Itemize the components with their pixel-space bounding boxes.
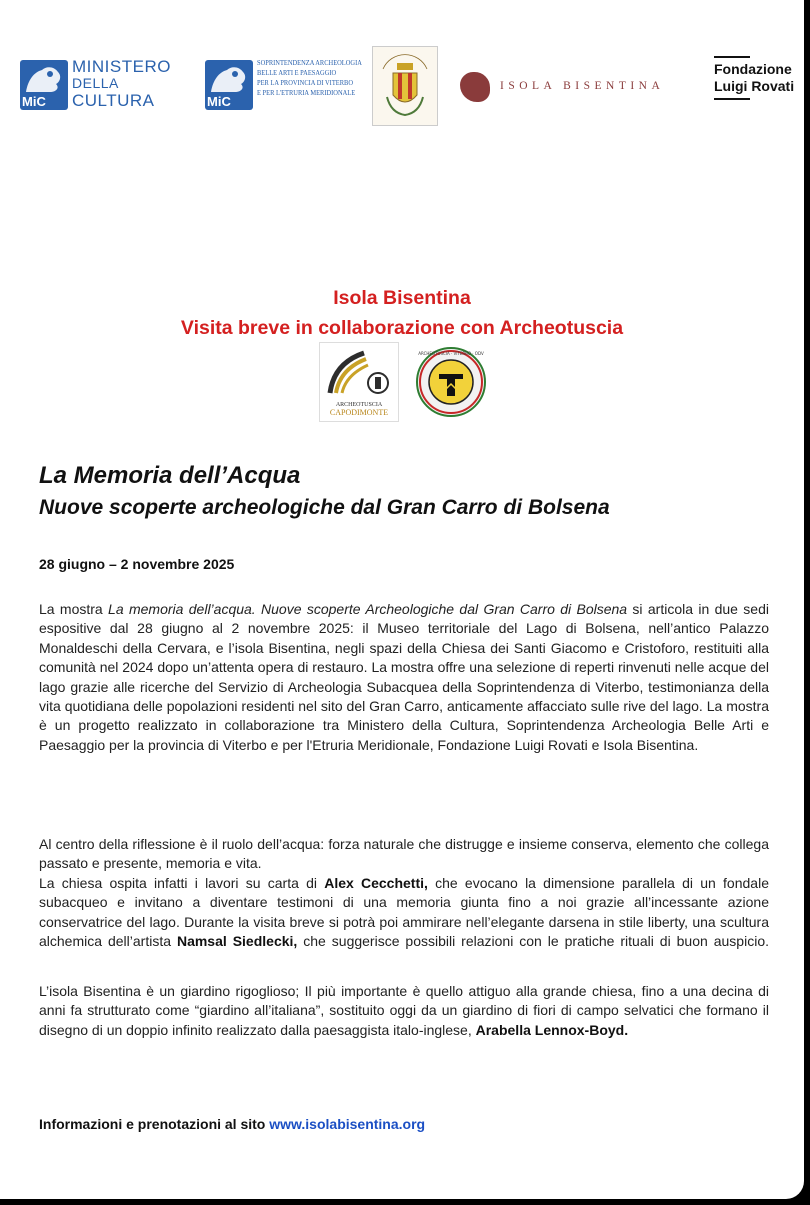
p2-text-3: che suggerisce possibili relazioni con le pratiche rituali di buon auspicio. [297,933,769,950]
p2-artist-2: Namsal Siedlecki, [176,933,298,950]
mic-line-2: DELLA [72,75,119,91]
bolsena-crest-logo [372,46,438,126]
rovati-line-1: Fondazione [714,61,792,77]
mic-line-3: CULTURA [72,91,155,110]
exhibition-dates: 28 giugno – 2 novembre 2025 [39,556,235,572]
paragraph-garden [39,982,769,1040]
p1-lead: La mostra [39,601,109,617]
archeotuscia-ring-text: ARCHEOTUSCIA · VITERBO · ODV [418,351,484,356]
p2-first: Al centro della riflessione è il ruolo dell’acqua: forza naturale che distrugge e insieme conserva, elemento che collega passato e presente, memoria e vita. [39,836,769,872]
rovati-line-2: Luigi Rovati [714,78,795,94]
partner-logos [319,342,497,422]
capodimonte-line-1: ARCHEOTUSCIA [335,402,383,408]
soprintendenza-logo [205,58,362,114]
title-subtitle: Nuove scoperte archeologiche dal Gran Carro di Bolsena [39,496,610,519]
mic-badge-text: MiC [22,94,46,109]
headline-line-2: Visita breve in collaborazione con Archeotuscia [180,317,624,339]
headline [0,283,804,343]
website-link[interactable]: www.isolabisentina.org [269,1116,426,1132]
mic-badge-icon [205,60,253,110]
bisentina-logo-text: ISOLA BISENTINA [500,80,665,92]
p2-text-2: che evocano la dimensione parallela di un fondale subacqueo e invitano a diventare testimoni di una memoria giunta fino a noi grazie all’incessante azione conservatrice del lago. Durante la visita breve si potrà poi ammirare nell’elegante darsena in stile liberty, una scultura alchemica dell’artista [39,874,769,950]
title-main: La Memoria dell’Acqua [39,462,301,489]
mic-badge-text: MiC [207,94,231,109]
mic-badge-icon [20,60,68,110]
exhibition-title [39,460,769,524]
sopr-line-3: PER LA PROVINCIA DI VITERBO [257,78,353,87]
info-label: Informazioni e prenotazioni al sito [39,1116,270,1132]
info-line [39,1116,425,1132]
sopr-line-1: SOPRINTENDENZA ARCHEOLOGIA [257,58,362,67]
p1-rest: si articola in due sedi espositive dal 28 giugno al 2 novembre 2025: il Museo territoriale del Lago di Bolsena, nell’antico Palazzo Monaldeschi della Cervara, e l’isola Bisentina, negli spazi della Chiesa dei Santi Giacomo e Cristoforo, restituiti alla comunità nel 2024 dopo un’attenta opera di restauro. La mostra offre una selezione di reperti rinvenuti nelle acque del lago grazie alle ricerche del Servizio di Archeologia Subacquea della Soprintendenza di Viterbo, testimonianza della vita quotidiana delle popolazioni residenti nel sito del Gran Carro, anticamente affacciato sulle rive del lago. La mostra è un progetto realizzato in collaborazione tra Ministero della Cultura, Soprintendenza Archeologia Belle Arti e Paesaggio per la provincia di Viterbo e per l'Etruria Meridionale, Fondazione Luigi Rovati e Isola Bisentina. [39,601,769,753]
p3-landscaper: Arabella Lennox-Boyd. [475,1021,629,1038]
sopr-line-2: BELLE ARTI E PAESAGGIO [257,68,337,77]
paragraph-water [39,835,769,951]
headline-line-1: Isola Bisentina [333,287,471,309]
p3-text: L’isola Bisentina è un giardino rigoglioso; Il più importante è quello attiguo alla grande chiesa, fino a una decina di anni fa strutturato come “giardino all’italiana”, sostituito oggi da un giardino di fiori di campo selvatici che formano il disegno di un doppio infinito realizzato dalla paesaggista italo-inglese, [39,983,769,1038]
archeotuscia-viterbo-logo [415,346,487,418]
fondazione-rovati-logo [714,56,804,112]
p1-italic-title: La memoria dell’acqua. Nuove scoperte Archeologiche dal Gran Carro di Bolsena [108,601,628,617]
bisentina-mark-icon [460,72,490,102]
mic-line-1: MINISTERO [72,57,171,76]
p2-artist-1: Alex Cecchetti, [324,874,428,891]
isola-bisentina-logo [460,70,690,104]
logo-header [0,0,804,140]
capodimonte-line-2: CAPODIMONTE [329,408,389,417]
archeotuscia-capodimonte-logo [319,342,399,422]
sopr-line-4: E PER L'ETRURIA MERIDIONALE [257,88,356,97]
rovati-bottom-bar [714,98,750,100]
ministero-cultura-logo [20,58,180,114]
p2-text-1: La chiesa ospita infatti i lavori su carta di [39,874,325,891]
rovati-top-bar [714,56,750,58]
paragraph-intro [39,600,769,755]
